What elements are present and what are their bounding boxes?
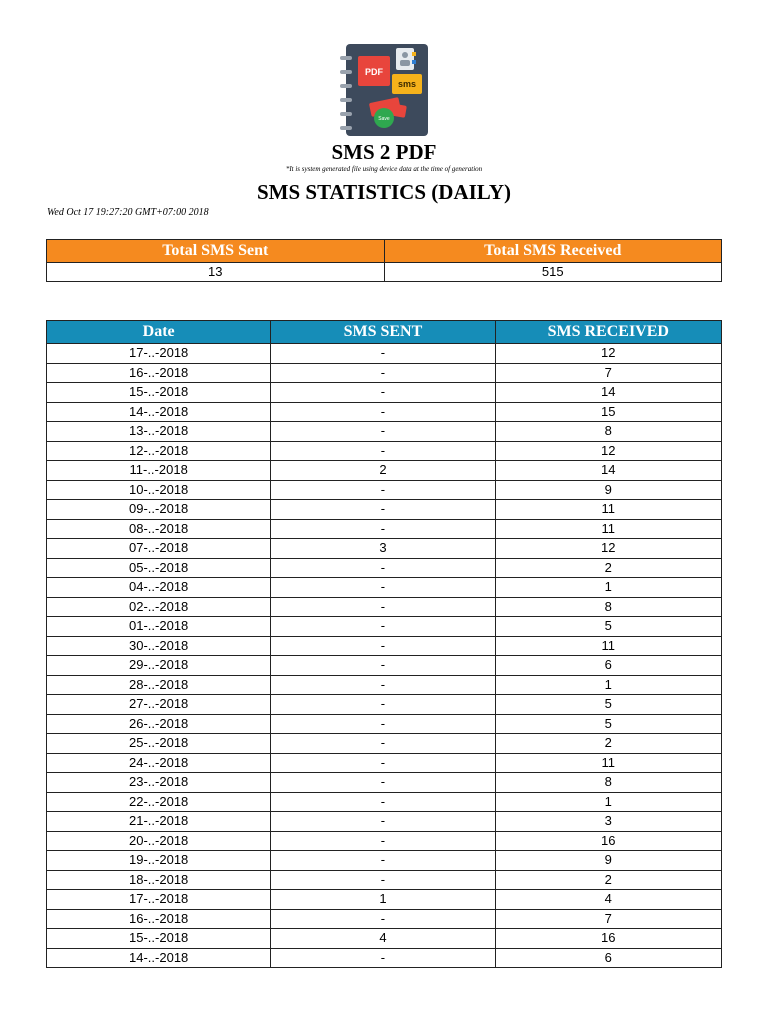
date-cell: 08-..-2018 (47, 519, 271, 539)
sms-received-cell: 14 (495, 383, 721, 403)
table-row (47, 539, 722, 559)
sms-received-cell: 1 (495, 675, 721, 695)
sms-sent-cell: - (271, 480, 495, 500)
sms-sent-cell: - (271, 558, 495, 578)
sms-sent-cell: - (271, 519, 495, 539)
sms-sent-cell: - (271, 714, 495, 734)
total-sent-header: Total SMS Sent (47, 240, 385, 263)
sms-sent-cell: - (271, 344, 495, 364)
sms-received-cell: 8 (495, 422, 721, 442)
table-row (47, 500, 722, 520)
date-cell: 29-..-2018 (47, 656, 271, 676)
generation-note: *It is system generated file using device data at the time of generation (285, 165, 483, 173)
sms-sent-cell: - (271, 441, 495, 461)
table-row (47, 831, 722, 851)
sms-sent-cell: - (271, 578, 495, 598)
sms-received-cell: 2 (495, 558, 721, 578)
table-row (47, 402, 722, 422)
sms-received-cell: 1 (495, 792, 721, 812)
sms-sent-cell: - (271, 656, 495, 676)
table-row (47, 617, 722, 637)
table-row (47, 441, 722, 461)
table-row (47, 695, 722, 715)
summary-value-row (47, 263, 722, 282)
date-cell: 17-..-2018 (47, 890, 271, 910)
table-row (47, 636, 722, 656)
sms-sent-cell: - (271, 831, 495, 851)
date-cell: 17-..-2018 (47, 344, 271, 364)
sms-sent-cell: - (271, 870, 495, 890)
sms-sent-cell: - (271, 383, 495, 403)
sms-sent-cell: - (271, 753, 495, 773)
table-row (47, 929, 722, 949)
date-cell: 04-..-2018 (47, 578, 271, 598)
date-cell: 27-..-2018 (47, 695, 271, 715)
table-row (47, 870, 722, 890)
sms-sent-cell: 4 (271, 929, 495, 949)
sms-sent-cell: - (271, 597, 495, 617)
date-cell: 25-..-2018 (47, 734, 271, 754)
sms-sent-cell: - (271, 948, 495, 968)
sms-sent-cell: - (271, 812, 495, 832)
table-row (47, 792, 722, 812)
sms-received-cell: 12 (495, 344, 721, 364)
sms-sent-cell: - (271, 695, 495, 715)
sms-received-header: SMS RECEIVED (495, 321, 721, 344)
sms-sent-cell: - (271, 500, 495, 520)
sms-received-cell: 14 (495, 461, 721, 481)
sms-sent-cell: - (271, 734, 495, 754)
sms-received-cell: 11 (495, 500, 721, 520)
sms-received-cell: 3 (495, 812, 721, 832)
total-received-header: Total SMS Received (384, 240, 722, 263)
table-row (47, 461, 722, 481)
sms-sent-cell: - (271, 402, 495, 422)
date-cell: 26-..-2018 (47, 714, 271, 734)
date-cell: 09-..-2018 (47, 500, 271, 520)
sms-received-cell: 6 (495, 948, 721, 968)
logo-save-text: Save (378, 116, 390, 122)
date-cell: 19-..-2018 (47, 851, 271, 871)
sms-received-cell: 11 (495, 519, 721, 539)
sms-received-cell: 15 (495, 402, 721, 422)
sms-sent-header: SMS SENT (271, 321, 495, 344)
report-title: SMS STATISTICS (DAILY) (256, 180, 512, 204)
date-cell: 16-..-2018 (47, 363, 271, 383)
date-cell: 14-..-2018 (47, 948, 271, 968)
date-cell: 13-..-2018 (47, 422, 271, 442)
sms-received-cell: 5 (495, 617, 721, 637)
sms-sent-cell: - (271, 636, 495, 656)
sms-sent-cell: - (271, 851, 495, 871)
sms-sent-cell: - (271, 773, 495, 793)
date-cell: 21-..-2018 (47, 812, 271, 832)
sms-received-cell: 9 (495, 480, 721, 500)
table-row (47, 675, 722, 695)
table-row (47, 656, 722, 676)
sms-received-cell: 11 (495, 753, 721, 773)
table-row (47, 519, 722, 539)
sms-sent-cell: 2 (271, 461, 495, 481)
sms-received-cell: 7 (495, 363, 721, 383)
logo-sms-text: sms (397, 79, 417, 89)
sms-received-cell: 9 (495, 851, 721, 871)
sms-sent-cell: - (271, 422, 495, 442)
table-row (47, 909, 722, 929)
date-cell: 24-..-2018 (47, 753, 271, 773)
total-sent-value: 13 (47, 263, 385, 282)
sms-received-cell: 5 (495, 714, 721, 734)
generation-timestamp: Wed Oct 17 19:27:20 GMT+07:00 2018 (47, 207, 209, 218)
table-row (47, 851, 722, 871)
sms-sent-cell: - (271, 617, 495, 637)
sms-received-cell: 12 (495, 539, 721, 559)
date-cell: 11-..-2018 (47, 461, 271, 481)
table-row (47, 753, 722, 773)
date-cell: 16-..-2018 (47, 909, 271, 929)
date-cell: 02-..-2018 (47, 597, 271, 617)
table-row (47, 363, 722, 383)
sms-received-cell: 1 (495, 578, 721, 598)
sms-received-cell: 4 (495, 890, 721, 910)
date-cell: 20-..-2018 (47, 831, 271, 851)
sms-received-cell: 2 (495, 734, 721, 754)
date-cell: 22-..-2018 (47, 792, 271, 812)
table-row (47, 948, 722, 968)
date-cell: 12-..-2018 (47, 441, 271, 461)
table-row (47, 734, 722, 754)
sms-received-cell: 6 (495, 656, 721, 676)
sms-received-cell: 16 (495, 929, 721, 949)
table-row (47, 597, 722, 617)
date-cell: 01-..-2018 (47, 617, 271, 637)
sms-received-cell: 2 (495, 870, 721, 890)
table-row (47, 812, 722, 832)
summary-table (46, 239, 722, 282)
date-cell: 28-..-2018 (47, 675, 271, 695)
table-row (47, 383, 722, 403)
table-row (47, 714, 722, 734)
daily-table-body (47, 344, 722, 968)
summary-header-row (47, 240, 722, 263)
sms-received-cell: 16 (495, 831, 721, 851)
notebook-icon (340, 44, 428, 136)
sms-sent-cell: - (271, 363, 495, 383)
app-logo (340, 44, 428, 136)
date-cell: 14-..-2018 (47, 402, 271, 422)
date-cell: 05-..-2018 (47, 558, 271, 578)
sms-received-cell: 12 (495, 441, 721, 461)
date-cell: 30-..-2018 (47, 636, 271, 656)
sms-received-cell: 11 (495, 636, 721, 656)
sms-received-cell: 5 (495, 695, 721, 715)
app-title: SMS 2 PDF (331, 140, 437, 164)
sms-sent-cell: - (271, 792, 495, 812)
table-row (47, 422, 722, 442)
date-cell: 10-..-2018 (47, 480, 271, 500)
table-row (47, 480, 722, 500)
date-cell: 18-..-2018 (47, 870, 271, 890)
table-row (47, 890, 722, 910)
table-row (47, 578, 722, 598)
table-row (47, 558, 722, 578)
sms-received-cell: 8 (495, 773, 721, 793)
date-cell: 15-..-2018 (47, 929, 271, 949)
sms-sent-cell: 3 (271, 539, 495, 559)
date-cell: 15-..-2018 (47, 383, 271, 403)
table-row (47, 344, 722, 364)
date-header: Date (47, 321, 271, 344)
sms-received-cell: 8 (495, 597, 721, 617)
date-cell: 07-..-2018 (47, 539, 271, 559)
sms-sent-cell: 1 (271, 890, 495, 910)
date-cell: 23-..-2018 (47, 773, 271, 793)
daily-stats-table (46, 320, 722, 968)
sms-sent-cell: - (271, 909, 495, 929)
logo-pdf-text: PDF (365, 67, 383, 77)
daily-header-row (47, 321, 722, 344)
sms-received-cell: 7 (495, 909, 721, 929)
table-row (47, 773, 722, 793)
total-received-value: 515 (384, 263, 722, 282)
sms-sent-cell: - (271, 675, 495, 695)
